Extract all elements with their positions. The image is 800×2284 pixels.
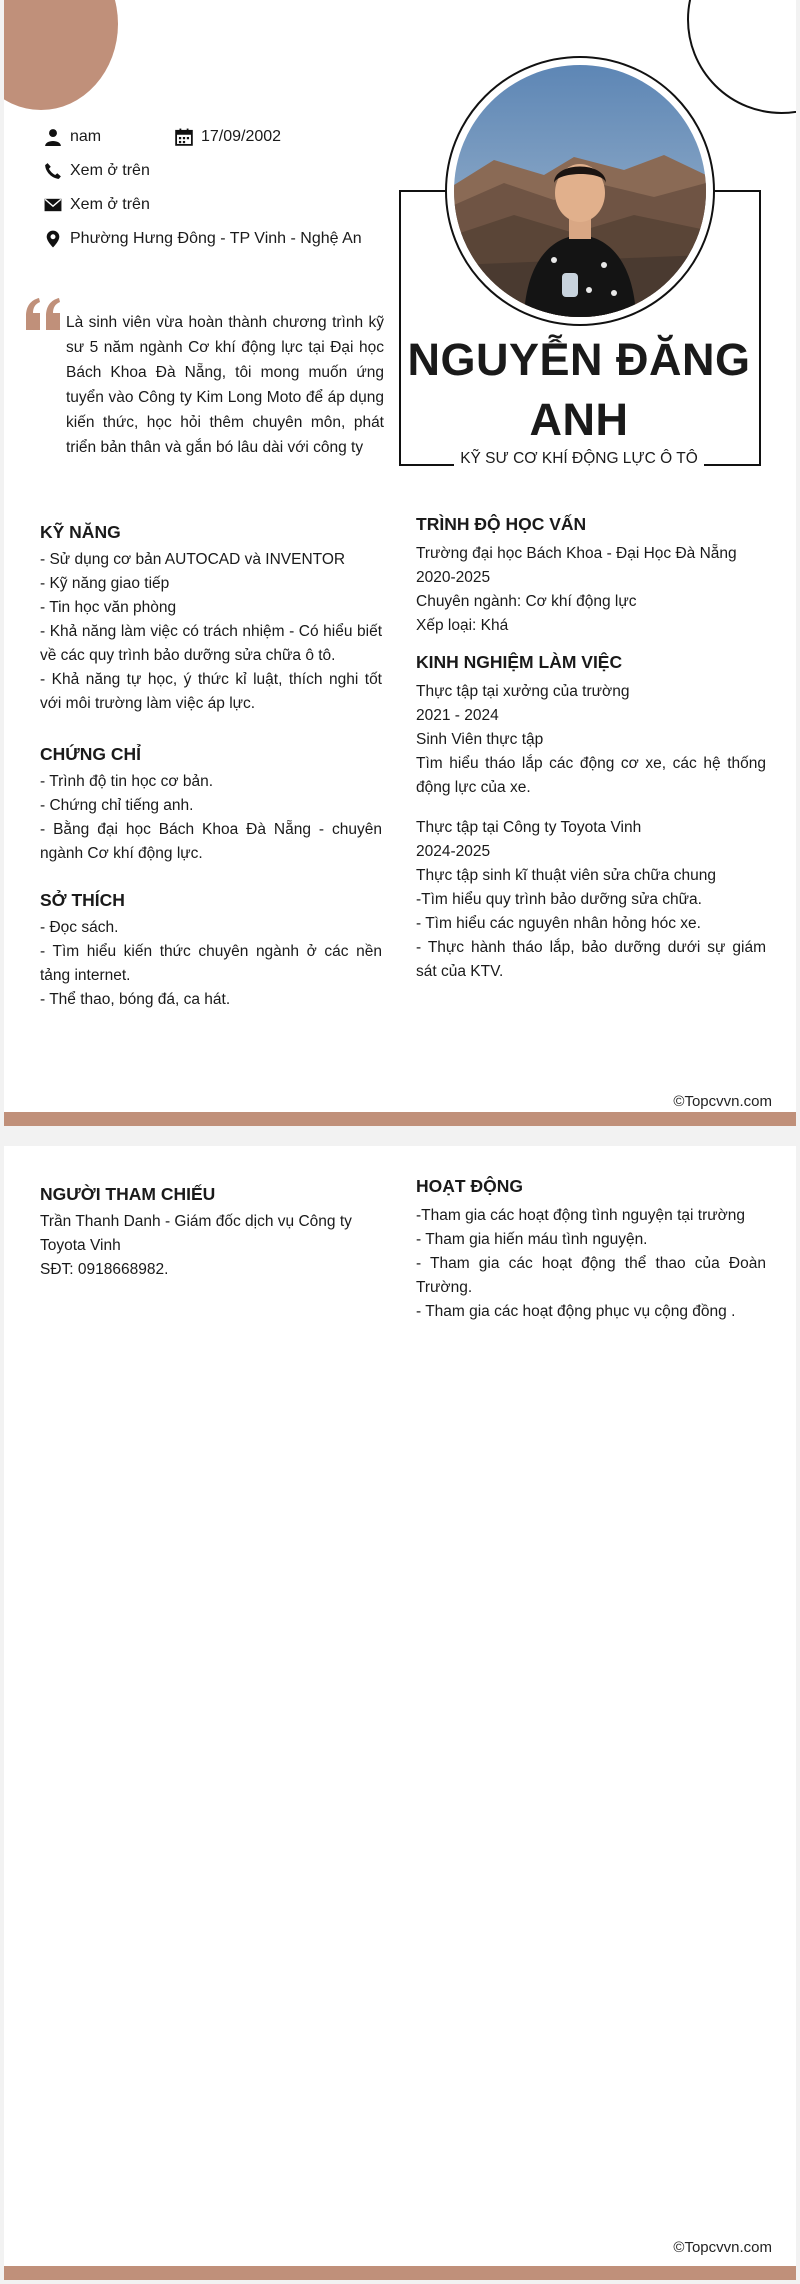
envelope-icon (44, 196, 62, 214)
skills-title: KỸ NĂNG (40, 522, 121, 542)
list-item: - Khả năng tự học, ý thức kỉ luật, thích nghi tốt với môi trường làm việc áp lực. (40, 671, 382, 712)
experience-job-2: Thực tập tại Công ty Toyota Vinh 2024-2025 Thực tập sinh kĩ thuật viên sửa chữa chung -Tìm hiểu quy trình bảo dưỡng sửa chữa. - Tìm hiểu các nguyên nhân hỏng hóc xe. - Thực hành tháo lắp, bảo dưỡng dưới sự giám sát của KTV. (416, 819, 766, 980)
references-title: NGƯỜI THAM CHIẾU (40, 1184, 216, 1204)
list-item: - Bằng đại học Bách Khoa Đà Nẵng - chuyên ngành Cơ khí động lực. (40, 821, 382, 862)
quote-icon (24, 296, 64, 332)
footer-bar (4, 2266, 796, 2280)
activities-list (416, 1204, 766, 1324)
list-item: - Tham gia các hoạt động phục vụ cộng đồng . (416, 1303, 736, 1320)
education-title: TRÌNH ĐỘ HỌC VẤN (416, 514, 587, 534)
list-item: - Tìm hiểu kiến thức chuyên ngành ở các nền tảng internet. (40, 943, 382, 984)
hobbies-list (40, 916, 382, 1012)
certificates-title: CHỨNG CHỈ (40, 744, 142, 764)
list-item: - Sử dụng cơ bản AUTOCAD và INVENTOR (40, 551, 346, 568)
list-item: - Tham gia các hoạt động thể thao của Đoàn Trường. (416, 1255, 766, 1296)
experience-job-1: Thực tập tại xưởng của trường 2021 - 2024 Sinh Viên thực tập Tìm hiểu tháo lắp các động cơ xe, các hệ thống động lực của xe. (416, 683, 766, 796)
certificates-list (40, 770, 382, 866)
list-item: -Tham gia các hoạt động tình nguyện tại trường (416, 1207, 746, 1224)
cv-page-2 (4, 1146, 796, 2280)
candidate-name: NGUYỄN ĐĂNG ANH (407, 334, 751, 445)
contact-birthdate: 17/09/2002 (175, 128, 281, 146)
intro-text: Là sinh viên vừa hoàn thành chương trình kỹ sư 5 năm ngành Cơ khí động lực tại Đại học Bách Khoa Đà Nẵng, tôi mong muốn ứng tuyển vào Công ty Kim Long Moto để áp dụng kiến thức, học hỏi thêm chuyên môn, phát triển bản thân và gắn bó lâu dài với công ty (66, 314, 384, 456)
references-details: Trần Thanh Danh - Giám đốc dịch vụ Công ty Toyota Vinh SĐT: 0918668982. (40, 1213, 352, 1278)
list-item: - Đọc sách. (40, 919, 119, 936)
list-item: - Khả năng làm việc có trách nhiệm - Có hiểu biết về các quy trình bảo dưỡng sửa chữa ô tô. (40, 623, 382, 664)
list-item: - Tin học văn phòng (40, 599, 177, 616)
activities-title: HOẠT ĐỘNG (416, 1176, 523, 1196)
hobbies-title: SỞ THÍCH (40, 890, 125, 910)
list-item: - Chứng chỉ tiếng anh. (40, 797, 194, 814)
experience-title: KINH NGHIỆM LÀM VIỆC (416, 652, 623, 672)
decor-ring (687, 0, 796, 114)
contact-gender: nam (44, 128, 101, 146)
candidate-role: KỸ SƯ CƠ KHÍ ĐỘNG LỰC Ô TÔ (454, 450, 704, 468)
contact-address: Phường Hưng Đông - TP Vinh - Nghệ An (44, 230, 362, 248)
decor-blob (4, 0, 118, 110)
list-item: - Kỹ năng giao tiếp (40, 575, 170, 592)
list-item: - Thể thao, bóng đá, ca hát. (40, 991, 231, 1008)
education-details: Trường đại học Bách Khoa - Đại Học Đà Nẵng 2020-2025 Chuyên ngành: Cơ khí động lực Xếp loại: Khá (416, 545, 737, 634)
avatar-photo (454, 65, 706, 317)
calendar-icon (175, 128, 193, 146)
user-icon (44, 128, 62, 146)
cv-page-1 (4, 0, 796, 1126)
list-item: - Trình độ tin học cơ bản. (40, 773, 214, 790)
name-frame-top-left (399, 190, 449, 192)
list-item: - Tham gia hiến máu tình nguyện. (416, 1231, 648, 1248)
copyright: ©Topcvvn.com (673, 2239, 772, 2256)
copyright: ©Topcvvn.com (673, 1093, 772, 1110)
contact-email: Xem ở trên (44, 196, 150, 214)
footer-bar (4, 1112, 796, 1126)
skills-list (40, 548, 382, 716)
avatar (454, 65, 706, 317)
location-pin-icon (44, 230, 62, 248)
contact-phone: Xem ở trên (44, 162, 150, 180)
phone-icon (44, 162, 62, 180)
